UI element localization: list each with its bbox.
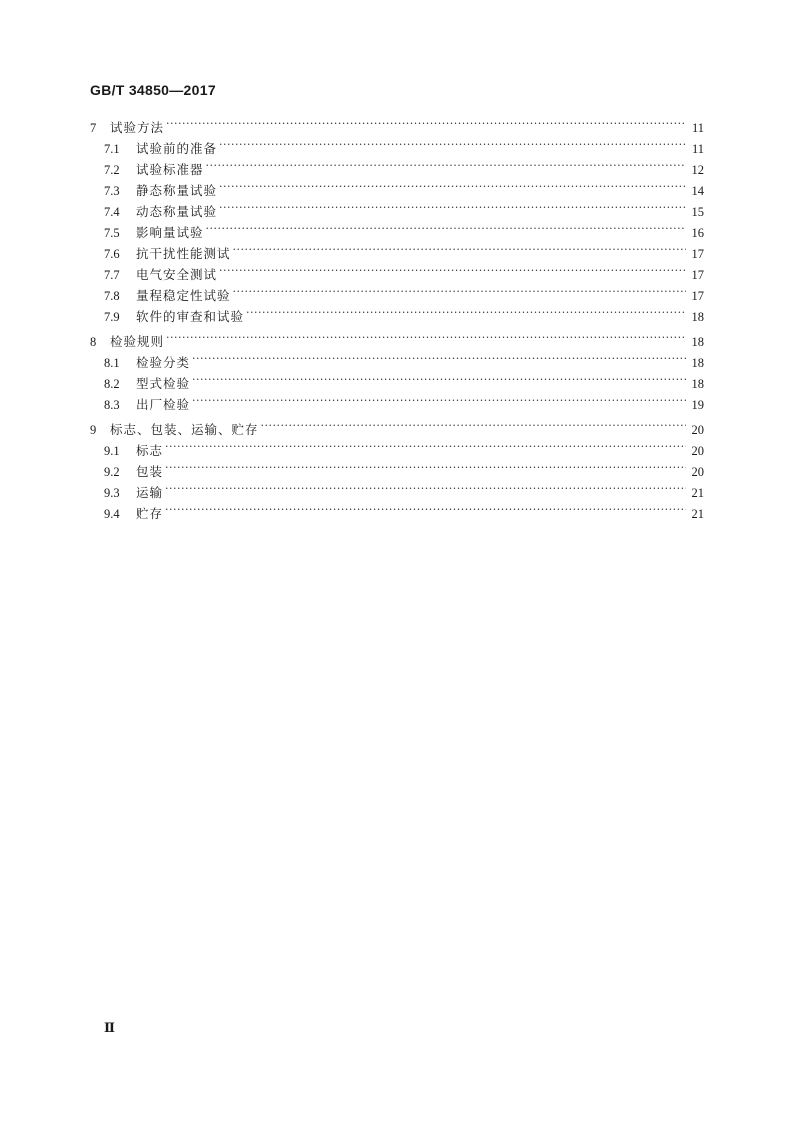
- toc-entry[interactable]: [90, 394, 704, 415]
- toc-dot-leader: [165, 504, 686, 518]
- toc-entry-number: 9.1: [104, 444, 120, 458]
- toc-entry-number: 7.6: [104, 247, 120, 261]
- toc-dot-leader: [192, 374, 686, 388]
- toc-entry-title: 试验标准器: [136, 162, 204, 177]
- toc-entry[interactable]: [90, 352, 704, 373]
- toc-entry-page: 20: [691, 444, 704, 458]
- toc-entry-title: 静态称量试验: [136, 183, 218, 198]
- toc-entry-page: 17: [691, 268, 704, 282]
- toc-entry-title: 软件的审查和试验: [136, 309, 245, 324]
- toc-entry[interactable]: [90, 503, 704, 524]
- toc-entry-page: 18: [691, 356, 704, 370]
- toc-entry[interactable]: [90, 373, 704, 394]
- toc-entry[interactable]: [90, 419, 704, 440]
- toc-entry-title: 出厂检验: [136, 397, 191, 412]
- toc-entry-number: 7.4: [104, 205, 120, 219]
- toc-entry-title: 抗干扰性能测试: [136, 246, 231, 261]
- toc-entry-title: 量程稳定性试验: [136, 288, 231, 303]
- toc-entry-page: 15: [691, 205, 704, 219]
- toc-entry-title: 影响量试验: [136, 225, 204, 240]
- toc-dot-leader: [219, 139, 686, 153]
- toc-entry-title: 标志: [136, 443, 164, 458]
- toc-dot-leader: [261, 420, 686, 434]
- toc-entry-number: 7.1: [104, 142, 120, 156]
- toc-dot-leader: [233, 244, 686, 258]
- toc-entry-title: 运输: [136, 485, 164, 500]
- toc-entry-number: 7.2: [104, 163, 120, 177]
- toc-entry[interactable]: [90, 461, 704, 482]
- toc-entry-page: 21: [691, 507, 704, 521]
- toc-dot-leader: [192, 395, 686, 409]
- toc-entry-page: 16: [691, 226, 704, 240]
- toc-entry-page: 11: [691, 121, 704, 135]
- toc-entry-number: 9: [90, 423, 97, 437]
- toc-entry-page: 20: [691, 423, 704, 437]
- toc-entry-number: 8.2: [104, 377, 120, 391]
- toc-entry[interactable]: [90, 482, 704, 503]
- toc-entry[interactable]: [90, 243, 704, 264]
- toc-entry-number: 8: [90, 335, 97, 349]
- toc-entry-number: 7: [90, 121, 97, 135]
- toc-dot-leader: [166, 118, 686, 132]
- toc-entry-title: 电气安全测试: [136, 267, 218, 282]
- toc-entry-title: 检验规则: [110, 334, 165, 349]
- toc-entry-title: 包装: [136, 464, 164, 479]
- toc-entry-number: 7.7: [104, 268, 120, 282]
- toc-entry-title: 试验前的准备: [136, 141, 218, 156]
- toc-entry[interactable]: [90, 180, 704, 201]
- toc-dot-leader: [219, 202, 686, 216]
- toc-dot-leader: [165, 462, 686, 476]
- toc-entry-number: 7.5: [104, 226, 120, 240]
- toc-entry-page: 17: [691, 289, 704, 303]
- toc-entry[interactable]: [90, 117, 704, 138]
- toc-entry-number: 8.1: [104, 356, 120, 370]
- toc-entry-title: 试验方法: [110, 120, 165, 135]
- toc-entry-page: 21: [691, 486, 704, 500]
- toc-entry-number: 9.4: [104, 507, 120, 521]
- toc-entry-number: 7.8: [104, 289, 120, 303]
- toc-dot-leader: [233, 286, 686, 300]
- toc-entry-number: 7.9: [104, 310, 120, 324]
- toc-entry-page: 11: [691, 142, 704, 156]
- toc-entry-page: 18: [691, 377, 704, 391]
- toc-entry-title: 动态称量试验: [136, 204, 218, 219]
- toc-entry[interactable]: [90, 264, 704, 285]
- toc-dot-leader: [206, 223, 686, 237]
- toc-entry[interactable]: [90, 201, 704, 222]
- toc-entry[interactable]: [90, 306, 704, 327]
- toc-entry-page: 18: [691, 310, 704, 324]
- toc-dot-leader: [192, 353, 686, 367]
- toc-entry-page: 20: [691, 465, 704, 479]
- page-number: Ⅱ: [104, 1020, 115, 1035]
- toc-entry-number: 9.3: [104, 486, 120, 500]
- toc-entry[interactable]: [90, 222, 704, 243]
- table-of-contents: [90, 117, 704, 524]
- toc-entry-page: 14: [691, 184, 704, 198]
- toc-dot-leader: [219, 265, 686, 279]
- toc-dot-leader: [206, 160, 686, 174]
- toc-entry[interactable]: [90, 159, 704, 180]
- toc-entry-number: 8.3: [104, 398, 120, 412]
- toc-dot-leader: [165, 483, 686, 497]
- toc-dot-leader: [246, 307, 686, 321]
- toc-entry[interactable]: [90, 285, 704, 306]
- toc-entry-title: 标志、包装、运输、贮存: [110, 422, 259, 437]
- toc-entry-page: 12: [691, 163, 704, 177]
- toc-entry[interactable]: [90, 440, 704, 461]
- toc-entry-page: 18: [691, 335, 704, 349]
- toc-dot-leader: [166, 332, 686, 346]
- toc-entry[interactable]: [90, 138, 704, 159]
- toc-entry-title: 检验分类: [136, 355, 191, 370]
- toc-entry-title: 贮存: [136, 506, 164, 521]
- toc-entry[interactable]: [90, 331, 704, 352]
- toc-entry-number: 7.3: [104, 184, 120, 198]
- toc-dot-leader: [165, 441, 686, 455]
- toc-dot-leader: [219, 181, 686, 195]
- toc-entry-title: 型式检验: [136, 376, 191, 391]
- standard-number: GB/T 34850—2017: [90, 82, 216, 98]
- toc-entry-number: 9.2: [104, 465, 120, 479]
- toc-entry-page: 17: [691, 247, 704, 261]
- toc-entry-page: 19: [691, 398, 704, 412]
